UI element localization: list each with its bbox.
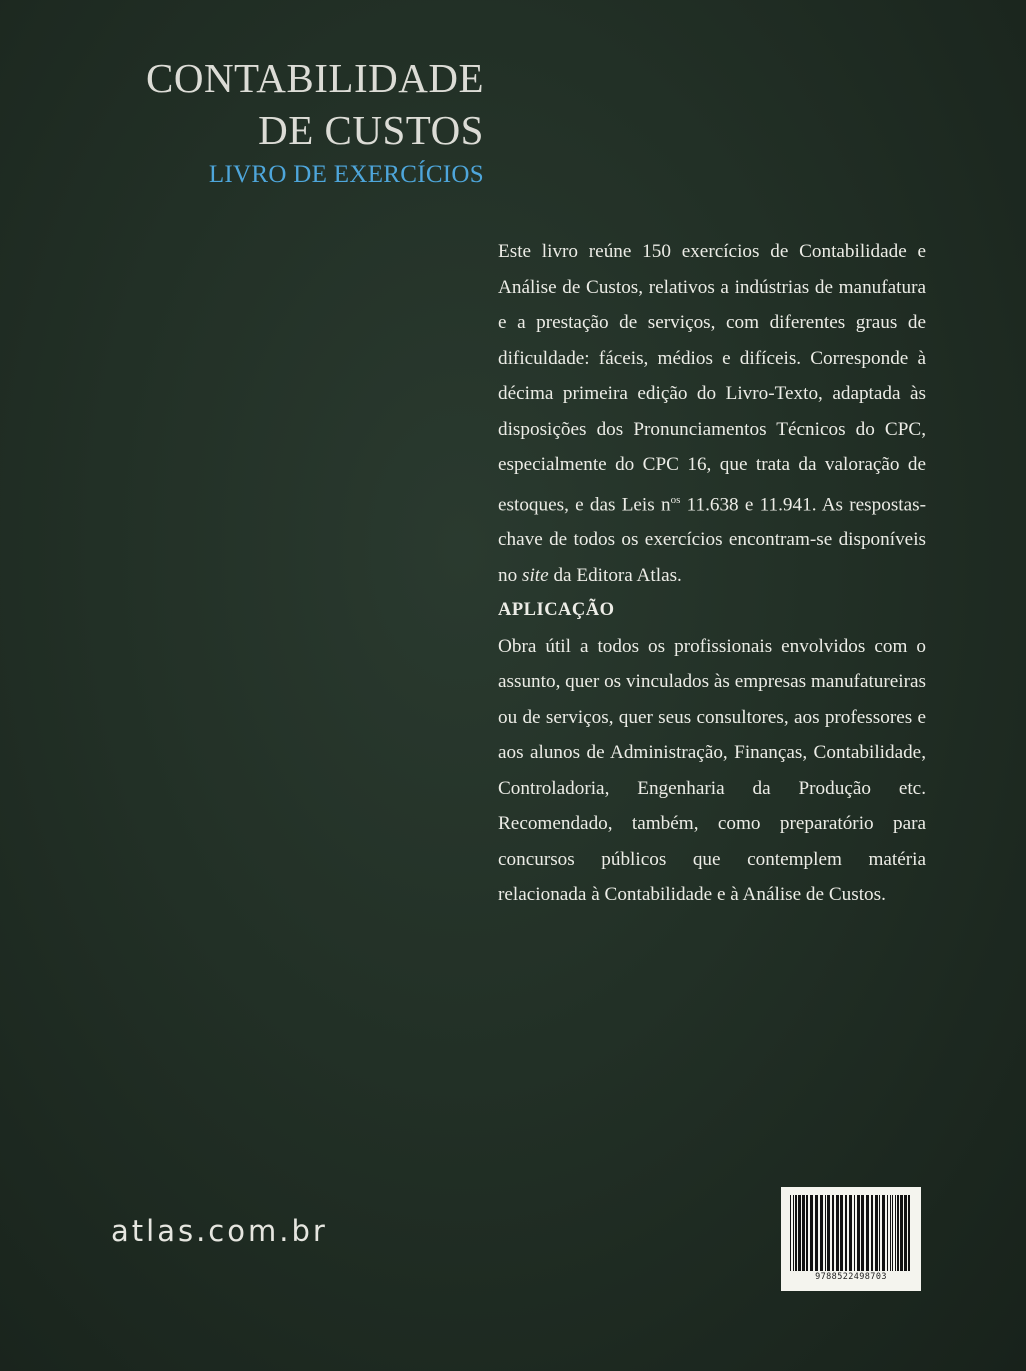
barcode-bar xyxy=(806,1195,808,1271)
application-paragraph: Obra útil a todos os profissionais envolvidos com o assunto, quer os vinculados às empresas manufatureiras ou de serviços, quer seus consultores, aos professores e aos alunos de Administração, Finanças, Contabilidade, Controladoria, Engenharia da Produção etc. Recomendado, também, como preparatório para concursos públicos que contemplem matéria relacionada à Contabilidade e à Análise de Custos. xyxy=(498,635,926,906)
title-block xyxy=(146,52,484,192)
barcode-bar xyxy=(887,1195,888,1271)
barcode-bar xyxy=(882,1195,885,1271)
barcode-bar xyxy=(815,1195,818,1271)
barcode-bar xyxy=(900,1195,903,1271)
barcode-bar xyxy=(795,1195,797,1271)
barcode-bar xyxy=(854,1195,855,1271)
barcode-bar xyxy=(793,1195,794,1271)
barcode-bar xyxy=(890,1195,891,1271)
barcode-bar xyxy=(892,1195,893,1271)
barcode-bar xyxy=(832,1195,834,1271)
subtitle: LIVRO DE EXERCÍCIOS xyxy=(208,161,484,188)
barcode-bar xyxy=(840,1195,843,1271)
barcode-bar xyxy=(857,1195,860,1271)
barcode-bar xyxy=(825,1195,826,1271)
barcode-bar xyxy=(908,1195,910,1271)
barcode-bar xyxy=(866,1195,869,1271)
barcode-bar xyxy=(895,1195,896,1271)
barcode-bar xyxy=(798,1195,801,1271)
application-heading: APLICAÇÃO xyxy=(498,600,615,621)
barcode-bar xyxy=(820,1195,823,1271)
description-part-3: da Editora Atlas. xyxy=(548,564,682,586)
title-line-2: DE CUSTOS xyxy=(258,107,484,153)
barcode-bar xyxy=(845,1195,847,1271)
description-italic-site: site xyxy=(521,564,549,586)
barcode-bar xyxy=(871,1195,873,1271)
barcode-digits: 9788522498703 xyxy=(815,1272,887,1282)
description-part-2: 11.638 e 11.941. As respostas-chave de todos os exercícios encontram-se disponíveis no xyxy=(498,493,926,586)
barcode-bar xyxy=(810,1195,813,1271)
barcode-bar xyxy=(904,1195,907,1271)
barcode-bars xyxy=(789,1195,913,1271)
barcode-bar xyxy=(879,1195,880,1271)
barcode-bar xyxy=(897,1195,899,1271)
publisher-url: atlas.com.br xyxy=(111,1214,328,1248)
title-line-1: CONTABILIDADE xyxy=(145,55,484,101)
barcode-bar xyxy=(827,1195,830,1271)
barcode-bar xyxy=(875,1195,878,1271)
barcode-bar xyxy=(802,1195,805,1271)
barcode-bar xyxy=(849,1195,852,1271)
description-paragraph xyxy=(498,234,926,593)
description-part-1: Este livro reúne 150 exercícios de Contabilidade e Análise de Custos, relativos a indústrias de manufatura e a prestação de serviços, com diferentes graus de dificuldade: fáceis, médios e difíceis. Corresponde à décima primeira edição do Livro-Texto, adaptada às disposições dos Pronunciamentos Técnicos do CPC, especialmente do CPC 16, que trata da valoração de estoques, e das Leis n xyxy=(498,241,926,515)
barcode-bar xyxy=(790,1195,791,1271)
barcode-bar xyxy=(861,1195,864,1271)
text-column xyxy=(498,234,926,913)
isbn-barcode xyxy=(781,1187,921,1291)
barcode-bar xyxy=(836,1195,839,1271)
description-superscript: os xyxy=(670,493,681,506)
